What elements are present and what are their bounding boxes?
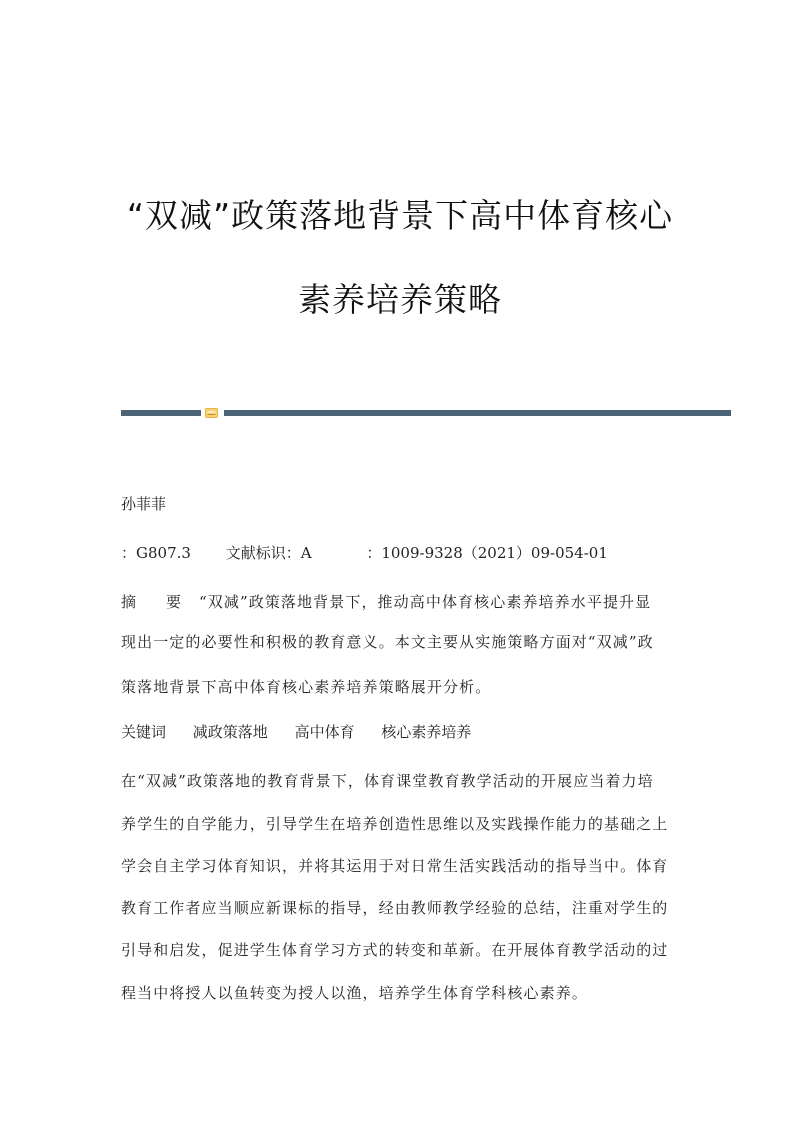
classification-number: ：G807.3 [121,544,191,562]
abstract-label: 摘 要 [121,593,182,611]
keyword-item: 核心素养培养 [381,723,472,741]
keywords-line [121,722,681,742]
body-line-3: 学会自主学习体育知识，并将其运用于对日常生活实践活动的指导当中。体育 [121,857,669,875]
author-name: 孙菲菲 [121,495,167,513]
body-line-5: 引导和启发，促进学生体育学习方式的转变和革新。在开展体育教学活动的过 [121,941,669,959]
abstract-line-1 [121,592,681,612]
body-line-6: 程当中将授人以鱼转变为授人以渔，培养学生体育学科核心素养。 [121,984,588,1002]
body-line-2: 养学生的自学能力，引导学生在培养创造性思维以及实践操作能力的基础之上 [121,815,669,833]
body-line-4: 教育工作者应当顺应新课标的指导，经由教师教学经验的总结，注重对学生的 [121,899,669,917]
abstract-text: “双减”政策落地背景下，推动高中体育核心素养培养水平提升显 [199,593,652,611]
divider-bar-right [224,410,731,416]
title-line-2: 素养培养策略 [298,280,502,319]
keyword-item: 高中体育 [294,723,355,741]
abstract-line-3: 策落地背景下高中体育核心素养培养策略展开分析。 [121,678,492,696]
keywords-label: 关键词 [121,723,167,741]
body-line-1: 在“双减”政策落地的教育背景下，体育课堂教育教学活动的开展应当着力培 [121,772,654,790]
article-number: ：1009-9328（2021）09-054-01 [366,544,608,562]
title-divider [121,408,731,416]
title-line-1: “双减”政策落地背景下高中体育核心 [126,196,674,235]
abstract-line-2: 现出一定的必要性和积极的教育意义。本文主要从实施策略方面对“双减”政 [121,633,654,651]
keyword-item: 减政策落地 [192,723,268,741]
document-code: 文献标识：A [225,544,312,562]
divider-ornament-icon [205,408,218,418]
article-meta [121,543,681,563]
divider-bar-left [121,410,201,416]
